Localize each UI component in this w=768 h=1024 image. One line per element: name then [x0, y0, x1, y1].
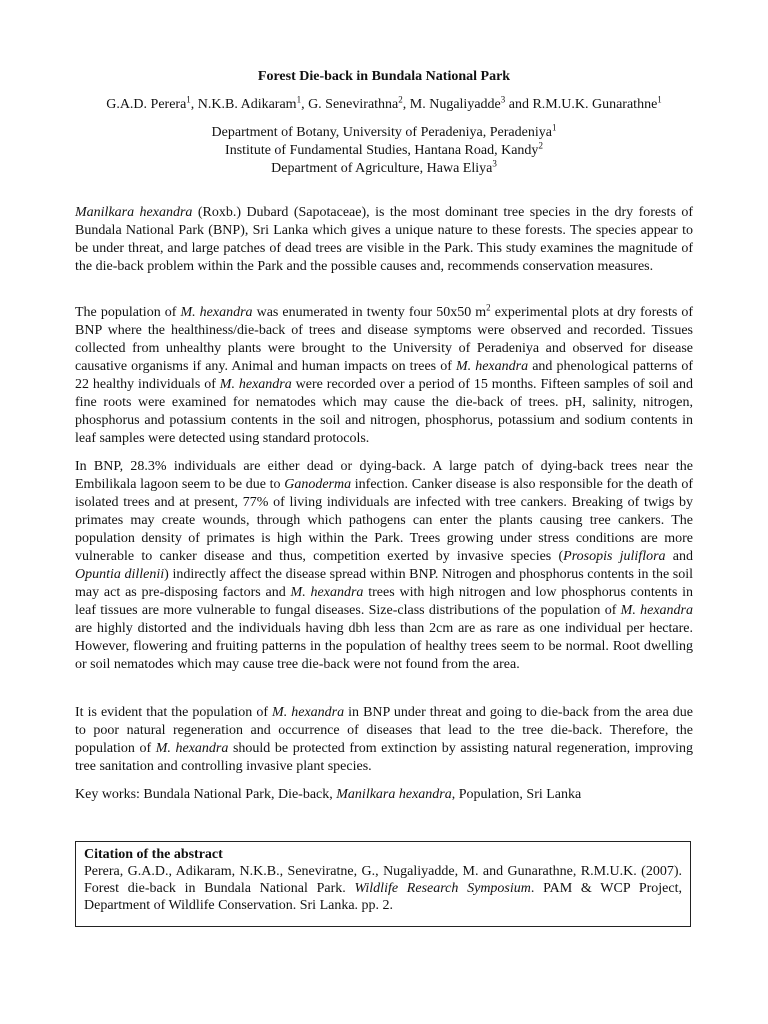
author-list — [0, 96, 768, 114]
author: N.K.B. Adikaram$^1$, — [197, 94, 309, 112]
author: R.M.U.K. Gunarathne$^1$ — [532, 94, 662, 112]
citation-box — [75, 841, 691, 927]
author: M. Nugaliyadde$^3$ and — [409, 94, 533, 112]
abstract-paragraph-intro: Manilkara hexandra (Roxb.) Dubard (Sapotaceae), is the most dominant tree species in the dry forests of Bundala National Park (BNP), Sri Lanka which gives a unique nature to these forests. The species appear to be under threat, and large patches of dead trees are visible in the Park. This study examines the magnitude of the die-back problem within the Park and the possible causes and, recommends conservation measures. — [75, 205, 693, 274]
affiliation: Department of Botany, University of Peradeniya, Peradeniya$^1$ — [211, 122, 557, 140]
affiliation: Department of Agriculture, Hawa Eliya$^3$ — [271, 158, 497, 176]
author: G. Senevirathna$^2$, — [308, 94, 410, 112]
abstract-paragraph-results: In BNP, 28.3% individuals are either dead or dying-back. A large patch of dying-back trees near the Embilikala lagoon seem to be due to Ganoderma infection. Canker disease is also responsible for the death of isolated trees and at present, 77% of living individuals are infected with tree cankers. Breaking of twigs by primates may create wounds, through which pathogens can enter the plants causing tree cankers. The population density of primates is high within the Park. Trees growing under stress conditions are more vulnerable to canker disease and thus, competition exerted by invasive species (Prosopis juliflora and Opuntia dillenii) indirectly affect the disease spread within BNP. Nitrogen and phosphorus contents in the soil may act as pre-disposing factors and M. hexandra trees with high nitrogen and low phosphorus contents in leaf tissues are more vulnerable to fungal diseases. Size-class distributions of the population of M. hexandra are highly distorted and the individuals having dbh less than 2cm are as rare as one individual per hectare. However, flowering and fruiting patterns in the population of healthy trees seem to be normal. Root dwelling or soil nematodes which may cause tree die-back were not found from the area. — [75, 459, 694, 672]
citation-text: Perera, G.A.D., Adikaram, N.K.B., Seneviratne, G., Nugaliyadde, M. and Gunarathne, R.M.U.K. (2007). Forest die-back in Bundala National Park. Wildlife Research Symposium. PAM & WCP Project, Department of Wildlife Conservation. Sri Lanka. pp. 2. — [84, 864, 682, 913]
paper-title: Forest Die-back in Bundala National Park — [257, 69, 511, 84]
abstract-paragraph-conclusion: It is evident that the population of M. hexandra in BNP under threat and going to die-back from the area due to poor natural regeneration and occurrence of diseases that lead to the tree die-back. Therefore, the population of M. hexandra should be protected from extinction by assisting natural regeneration, improving tree sanitation and controlling invasive plant species. — [75, 705, 693, 774]
author: G.A.D. Perera$^1$, — [106, 94, 198, 112]
affiliation-list — [0, 124, 768, 178]
abstract-paragraph-methods: The population of M. hexandra was enumerated in twenty four 50x50 $m^2$ experimental plots at dry forests of BNP where the healthiness/die-back of trees and disease symptoms were observed and recorded. Tissues collected from unhealthy plants were brought to the University of Peradeniya and observed for disease causative organisms if any. Animal and human impacts on trees of M. hexandra and phenological patterns of 22 healthy individuals of M. hexandra were recorded over a period of 15 months. Fifteen samples of soil and fine roots were examined for nematodes which may cause the die-back of trees. pH, salinity, nitrogen, phosphorus and potassium contents in the soil and nitrogen, phosphorus, potassium and sodium contents in leaf samples were detected using standard protocols. — [75, 302, 693, 446]
affiliation: Institute of Fundamental Studies, Hantana Road, Kandy$^2$ — [225, 140, 543, 158]
citation-heading: Citation of the abstract — [84, 847, 223, 862]
keywords-line: Key works: Bundala National Park, Die-back, Manilkara hexandra, Population, Sri Lanka — [75, 787, 582, 802]
